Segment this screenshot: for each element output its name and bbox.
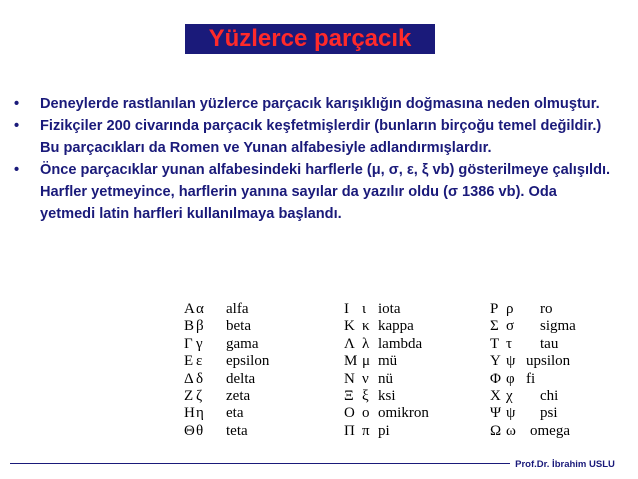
greek-letter-row: [184, 318, 269, 335]
greek-name: pi: [378, 422, 390, 439]
greek-upper: Λ: [344, 335, 355, 352]
footer-author: Prof.Dr. İbrahim USLU: [515, 459, 615, 470]
greek-name: mü: [378, 353, 398, 370]
greek-upper: Υ: [490, 353, 501, 370]
greek-name: ro: [540, 301, 553, 317]
greek-letter-row: [344, 353, 429, 370]
greek-name: kappa: [378, 318, 414, 335]
greek-name: omikron: [378, 405, 429, 422]
greek-name: iota: [378, 301, 401, 317]
greek-name: zeta: [226, 387, 251, 404]
bullet-marker: •: [14, 118, 20, 134]
greek-letter-row: [490, 336, 576, 353]
greek-upper: Ω: [490, 422, 502, 439]
greek-upper: Π: [344, 422, 355, 439]
greek-lower: η: [196, 405, 204, 422]
greek-name: tau: [540, 335, 559, 352]
greek-letter-row: [490, 353, 576, 370]
greek-upper: Ψ: [490, 405, 502, 422]
greek-letter-row: [184, 423, 269, 440]
bullet-item: [14, 159, 614, 225]
greek-name: beta: [226, 318, 251, 335]
greek-letter-row: [490, 371, 576, 388]
greek-lower: ω: [506, 422, 516, 439]
bullet-item: [14, 93, 614, 115]
greek-lower: χ: [506, 387, 513, 404]
greek-letter-row: [490, 388, 576, 405]
bullet-text: Önce parçacıklar yunan alfabesindeki harflerle (μ, σ, ε, ξ vb) gösterilmeye çalışıldı. Harfler yetmeyince, harflerin yanına sayılar da yazılır oldu (σ 1386 vb). Oda yetmedi latin harfleri kullanılmaya başlandı.: [40, 162, 611, 222]
greek-name: upsilon: [526, 353, 571, 370]
greek-name: delta: [226, 370, 256, 387]
greek-letter-row: [344, 371, 429, 388]
greek-upper: Ο: [344, 405, 355, 422]
slide-title: Yüzlerce parçacık: [185, 24, 435, 54]
greek-upper: Τ: [490, 335, 500, 352]
greek-lower: α: [196, 301, 204, 317]
title-bar: [0, 0, 638, 55]
greek-letter-row: [490, 423, 576, 440]
greek-upper: Φ: [490, 370, 501, 387]
greek-letter-row: [344, 336, 429, 353]
greek-lower: θ: [196, 422, 204, 439]
greek-lower: ε: [196, 353, 203, 370]
greek-name: epsilon: [226, 353, 270, 370]
greek-name: fi: [526, 370, 536, 387]
greek-lower: π: [362, 422, 370, 439]
greek-letter-row: [184, 301, 269, 318]
greek-upper: Γ: [184, 335, 193, 352]
greek-upper: Χ: [490, 387, 501, 404]
greek-letter-row: [184, 371, 269, 388]
greek-letter-row: [184, 388, 269, 405]
greek-name: psi: [540, 405, 558, 422]
greek-name: teta: [226, 422, 248, 439]
greek-letter-row: [344, 388, 429, 405]
greek-column-2: [344, 301, 429, 440]
greek-lower: ζ: [196, 387, 203, 404]
greek-lower: ν: [362, 370, 369, 387]
greek-lower: σ: [506, 318, 515, 335]
greek-lower: ψ: [506, 353, 516, 370]
greek-upper: Η: [184, 405, 195, 422]
greek-name: alfa: [226, 301, 249, 317]
greek-upper: Κ: [344, 318, 355, 335]
greek-name: lambda: [378, 335, 423, 352]
greek-letter-row: [344, 318, 429, 335]
greek-upper: Α: [184, 301, 195, 317]
greek-upper: Ξ: [344, 387, 354, 404]
greek-lower: λ: [362, 335, 370, 352]
greek-column-3: [490, 301, 576, 440]
greek-upper: Ρ: [490, 301, 499, 317]
greek-lower: ψ: [506, 405, 516, 422]
greek-name: ksi: [378, 387, 396, 404]
greek-upper: Β: [184, 318, 195, 335]
bullet-marker: •: [14, 96, 20, 112]
greek-letter-row: [184, 405, 269, 422]
greek-letter-row: [490, 318, 576, 335]
greek-letter-row: [184, 336, 269, 353]
bullet-item: [14, 115, 614, 159]
greek-letter-row: [184, 353, 269, 370]
bullet-list: [14, 93, 614, 225]
greek-lower: τ: [506, 335, 513, 352]
greek-upper: Ν: [344, 370, 355, 387]
greek-name: sigma: [540, 318, 576, 335]
greek-letter-row: [344, 405, 429, 422]
greek-upper: Σ: [490, 318, 499, 335]
greek-lower: ο: [362, 405, 370, 422]
bullet-text: Deneylerde rastlanılan yüzlerce parçacık karışıklığın doğmasına neden olmuştur.: [40, 96, 600, 112]
greek-letter-row: [344, 301, 429, 318]
greek-lower: δ: [196, 370, 204, 387]
greek-letter-row: [490, 405, 576, 422]
greek-lower: ι: [362, 301, 367, 317]
greek-upper: Μ: [344, 353, 358, 370]
greek-lower: ρ: [506, 301, 514, 317]
greek-lower: φ: [506, 370, 515, 387]
bullet-text: Fizikçiler 200 civarında parçacık keşfetmişlerdir (bunların birçoğu temel değildir.) Bu parçacıkları da Romen ve Yunan alfabesiyle adlandırmışlardır.: [40, 118, 602, 156]
greek-upper: Θ: [184, 422, 195, 439]
greek-column-1: [184, 301, 269, 440]
greek-name: chi: [540, 387, 559, 404]
greek-letter-row: [344, 423, 429, 440]
greek-upper: Δ: [184, 370, 194, 387]
greek-name: omega: [530, 422, 570, 439]
greek-name: eta: [226, 405, 244, 422]
greek-lower: κ: [362, 318, 370, 335]
greek-name: gama: [226, 335, 259, 352]
greek-lower: β: [196, 318, 204, 335]
greek-upper: Ι: [344, 301, 349, 317]
greek-lower: γ: [196, 335, 203, 352]
greek-upper: Ε: [184, 353, 194, 370]
greek-upper: Ζ: [184, 387, 194, 404]
greek-lower: ξ: [362, 387, 369, 404]
greek-lower: μ: [362, 353, 371, 370]
bullet-marker: •: [14, 162, 20, 178]
greek-letter-row: [490, 301, 576, 318]
greek-name: nü: [378, 370, 393, 387]
